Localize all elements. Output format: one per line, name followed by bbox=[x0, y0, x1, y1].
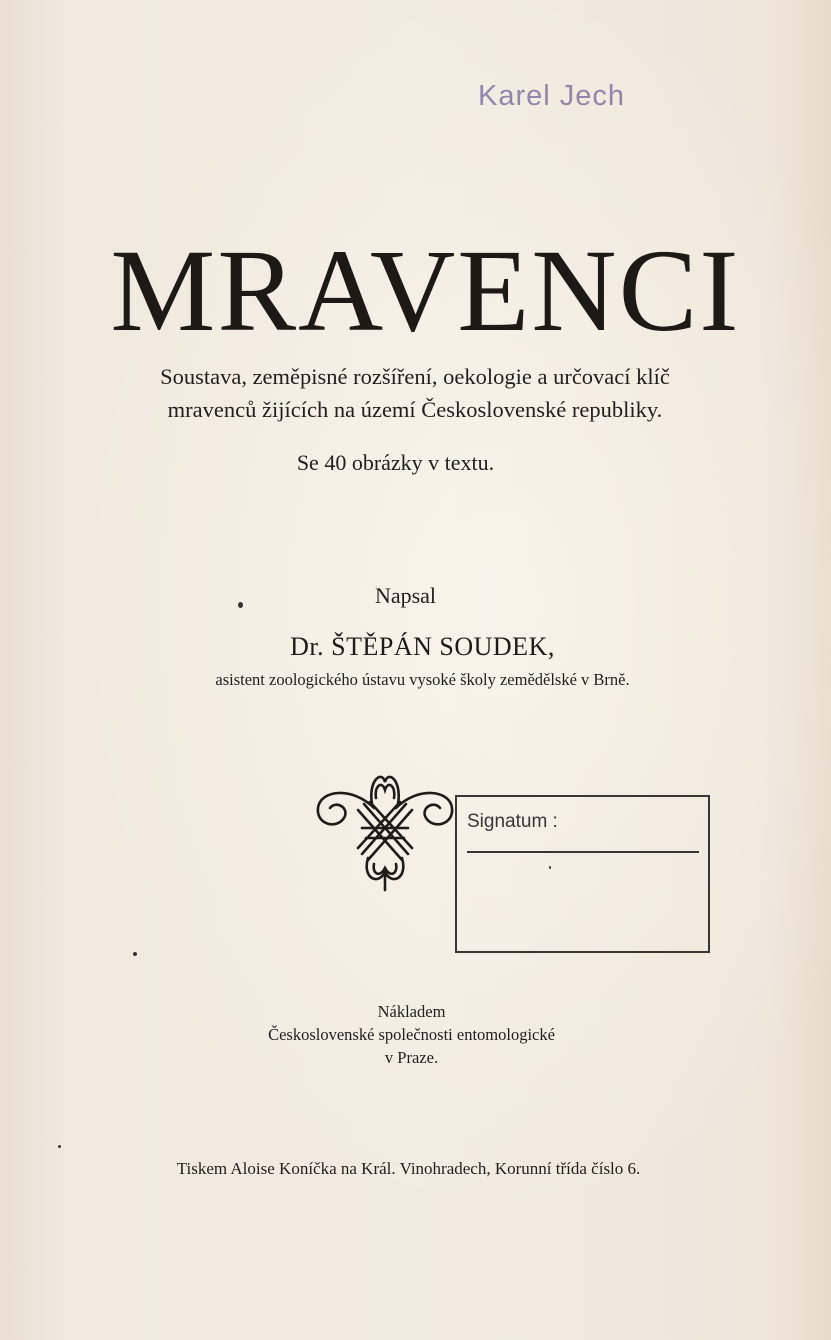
publisher-line-1: Nákladem bbox=[377, 1002, 446, 1021]
signatum-line bbox=[467, 851, 699, 853]
author-name: Dr. ŠTĚPÁN SOUDEK, bbox=[290, 632, 555, 661]
publisher-block bbox=[0, 1000, 831, 1069]
publisher-line-2: Československé společnosti entomologické bbox=[268, 1025, 555, 1044]
author-role: asistent zoologického ústavu vysoké školy zemědělské v Brně. bbox=[215, 670, 630, 689]
ink-speck bbox=[133, 952, 137, 956]
figures-note: Se 40 obrázky v textu. bbox=[296, 450, 495, 475]
ink-speck bbox=[238, 602, 243, 608]
owner-stamp: Karel Jech bbox=[478, 80, 626, 112]
ink-speck bbox=[58, 1145, 61, 1148]
ink-speck bbox=[549, 866, 551, 869]
book-title: MRAVENCI bbox=[110, 225, 741, 356]
printer-imprint: Tiskem Aloise Koníčka na Král. Vinohradech, Korunní třída číslo 6. bbox=[176, 1159, 641, 1178]
subtitle-line-2: mravenců žijících na území Československé republiky. bbox=[167, 397, 663, 422]
byline-label: Napsal bbox=[374, 583, 437, 608]
publisher-line-3: v Praze. bbox=[384, 1048, 439, 1067]
signatum-stamp-box bbox=[455, 795, 710, 953]
subtitle-line-1: Soustava, zeměpisné rozšíření, oekologie a určovací klíč bbox=[160, 364, 670, 389]
book-subtitle bbox=[50, 360, 780, 426]
signatum-label: Signatum : bbox=[467, 811, 558, 832]
decorative-ornament-icon bbox=[312, 768, 457, 893]
